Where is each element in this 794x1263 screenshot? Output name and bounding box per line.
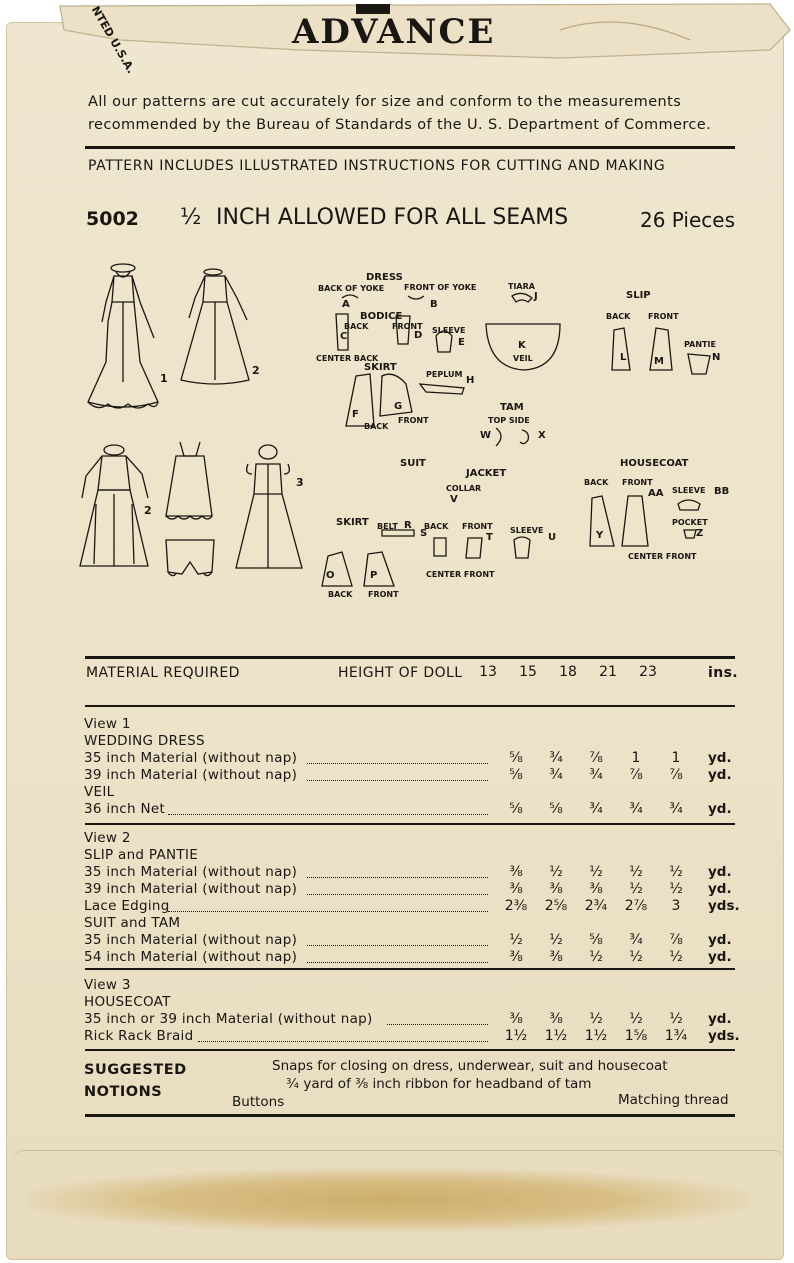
height-value: 21 (599, 664, 617, 680)
material-row-label: Lace Edging (84, 898, 170, 914)
yardage-unit: yd. (708, 932, 732, 948)
piece-letter: Z (696, 528, 704, 539)
yardage-unit: yd. (708, 750, 732, 766)
tam-top-side-label: TOP SIDE (488, 416, 530, 425)
printed-in-label: NTED U.S.A. (88, 4, 138, 76)
back-label: BACK (344, 322, 369, 331)
material-row-label: 35 inch Material (without nap) (84, 750, 298, 766)
material-row-label: 36 inch Net (84, 801, 166, 817)
material-row-values (496, 1028, 698, 1044)
slip-label: SLIP (626, 290, 651, 301)
divider (85, 656, 735, 659)
yardage-value: 1 (631, 750, 641, 766)
yardage-value: ¾ (549, 750, 563, 766)
leader-dots (307, 877, 488, 878)
instructions-banner: PATTERN INCLUDES ILLUSTRATED INSTRUCTIONS FOR CUTTING AND MAKING (88, 158, 666, 174)
center-back-label: CENTER BACK (316, 354, 379, 363)
pantie-piece-outline (686, 352, 712, 378)
yardage-unit: yd. (708, 881, 732, 897)
leader-dots (307, 894, 488, 895)
notion-buttons: Buttons (232, 1094, 285, 1110)
yardage-value: ½ (549, 864, 563, 880)
piece-letter: D (414, 330, 423, 341)
front-label: FRONT (462, 522, 493, 531)
yardage-value: ½ (589, 864, 603, 880)
yardage-value: ¾ (549, 767, 563, 783)
pantie-label: PANTIE (684, 340, 716, 349)
leader-dots (307, 763, 488, 764)
peplum-label: PEPLUM (426, 370, 463, 379)
material-row-values (496, 767, 698, 783)
back-of-yoke-label: BACK OF YOKE (318, 284, 385, 293)
tiara-label: TIARA (508, 282, 535, 291)
leader-dots (307, 780, 488, 781)
leader-dots (387, 1024, 488, 1025)
divider (85, 1114, 735, 1117)
yardage-value: ⅜ (589, 881, 603, 897)
yardage-unit: yd. (708, 949, 732, 965)
yardage-value: ½ (669, 864, 683, 880)
yardage-value: ¾ (589, 767, 603, 783)
piece-letter: B (430, 299, 438, 310)
material-row-values (496, 750, 698, 766)
yardage-value: ½ (629, 949, 643, 965)
front-label: FRONT (368, 590, 399, 599)
pattern-number: 5002 (86, 208, 139, 230)
yardage-value: 2⅜ (504, 898, 528, 914)
tam-label: TAM (500, 402, 524, 413)
material-row-values (496, 864, 698, 880)
yardage-value: 1 (671, 750, 681, 766)
piece-letter: J (534, 291, 538, 302)
dress-pieces-outline (330, 290, 470, 430)
yardage-value: ⅞ (669, 932, 683, 948)
yardage-value: ⅜ (509, 1011, 523, 1027)
yardage-value: ¾ (669, 801, 683, 817)
piece-letter: C (340, 331, 348, 342)
yardage-value: ⅜ (549, 949, 563, 965)
slip-pieces-outline (610, 326, 674, 374)
belt-label: BELT (377, 522, 398, 531)
yardage-value: 2¾ (584, 898, 608, 914)
view-label: 1 (160, 372, 168, 385)
back-label: BACK (364, 422, 389, 431)
yardage-value: ⅝ (509, 767, 523, 783)
yardage-value: ⅜ (509, 881, 523, 897)
garment-heading: HOUSECOAT (84, 994, 171, 1010)
view-1-wedding-dress-back-illustration (175, 268, 255, 386)
bodice-label: BODICE (360, 311, 403, 322)
skirt-label: SKIRT (364, 362, 397, 373)
notions-title-line-2: NOTIONS (84, 1084, 163, 1100)
material-row-label: 35 inch or 39 inch Material (without nap) (84, 1011, 373, 1027)
yardage-value: ⅝ (509, 750, 523, 766)
material-row-values (496, 1011, 698, 1027)
height-value: 15 (519, 664, 537, 680)
piece-letter: S (420, 528, 428, 539)
yardage-unit: yds. (708, 898, 740, 914)
piece-letter: W (480, 430, 492, 441)
leader-dots (168, 814, 488, 815)
center-front-label: CENTER FRONT (426, 570, 495, 579)
view-section-label: View 3 (84, 977, 131, 993)
yardage-value: ⅜ (509, 864, 523, 880)
yardage-value: ⅜ (549, 1011, 563, 1027)
yardage-value: 3 (671, 898, 681, 914)
yardage-value: ½ (509, 932, 523, 948)
yardage-value: ½ (629, 881, 643, 897)
yardage-value: ⅜ (509, 949, 523, 965)
material-row-label: 35 inch Material (without nap) (84, 932, 298, 948)
piece-letter: X (538, 430, 546, 441)
piece-letter: T (486, 532, 493, 543)
notions-title-line-1: SUGGESTED (84, 1062, 187, 1078)
piece-letter: M (654, 356, 664, 367)
view-section-label: View 2 (84, 830, 131, 846)
notion-thread: Matching thread (618, 1092, 729, 1108)
skirt-label: SKIRT (336, 517, 369, 528)
seam-fraction: ½ (180, 205, 202, 230)
yardage-value: ½ (669, 881, 683, 897)
yardage-value: ½ (549, 932, 563, 948)
garment-heading: SUIT and TAM (84, 915, 181, 931)
notion-ribbon: ¾ yard of ⅜ inch ribbon for headband of tam (286, 1076, 592, 1092)
piece-letter: AA (648, 488, 664, 499)
view-section-label: View 1 (84, 716, 131, 732)
yardage-unit: yd. (708, 767, 732, 783)
divider (85, 146, 735, 149)
sleeve-label: SLEEVE (510, 526, 544, 535)
doll-heights (468, 664, 678, 680)
front-label: FRONT (648, 312, 679, 321)
height-value: 23 (639, 664, 657, 680)
view-3-housecoat-illustration (230, 444, 306, 574)
view-label: 2 (144, 504, 152, 517)
piece-letter: BB (714, 486, 730, 497)
yardage-value: 1½ (504, 1028, 528, 1044)
garment-heading: WEDDING DRESS (84, 733, 205, 749)
view-2-pantie-illustration (162, 536, 218, 580)
yardage-value: 1½ (544, 1028, 568, 1044)
yardage-value: ½ (669, 949, 683, 965)
garment-heading: SLIP and PANTIE (84, 847, 199, 863)
back-label: BACK (606, 312, 631, 321)
material-row-values (496, 801, 698, 817)
material-row-label: 39 inch Material (without nap) (84, 767, 298, 783)
leader-dots (198, 1041, 489, 1042)
housecoat-pieces-outline (588, 492, 708, 550)
back-label: BACK (584, 478, 609, 487)
divider (85, 968, 735, 970)
material-row-values (496, 898, 698, 914)
view-2-slip-illustration (160, 440, 220, 522)
front-of-yoke-label: FRONT OF YOKE (404, 283, 477, 292)
piece-letter: V (450, 494, 458, 505)
yardage-value: 1½ (584, 1028, 608, 1044)
yardage-value: ⅝ (509, 801, 523, 817)
seam-allowance: INCH ALLOWED FOR ALL SEAMS (216, 205, 569, 230)
intro-line-2: recommended by the Bureau of Standards of the U. S. Department of Commerce. (88, 117, 712, 133)
intro-line-1: All our patterns are cut accurately for size and conform to the measurements (88, 94, 682, 110)
garment-heading: VEIL (84, 784, 115, 800)
material-required-title: MATERIAL REQUIRED (86, 665, 240, 681)
jacket-label: JACKET (466, 468, 507, 479)
dress-title: DRESS (366, 272, 403, 283)
piece-letter: F (352, 409, 359, 420)
yardage-value: ½ (629, 1011, 643, 1027)
front-label: FRONT (392, 322, 423, 331)
leader-dots (307, 962, 488, 963)
piece-letter: U (548, 532, 557, 543)
sleeve-label: SLEEVE (432, 326, 466, 335)
yardage-unit: yd. (708, 1011, 732, 1027)
yardage-unit: yd. (708, 801, 732, 817)
yardage-value: ½ (629, 864, 643, 880)
piece-letter: N (712, 352, 721, 363)
yardage-value: ⅞ (669, 767, 683, 783)
leader-dots (168, 911, 488, 912)
suit-label: SUIT (400, 458, 426, 469)
divider (85, 1049, 735, 1051)
yardage-value: ¾ (629, 932, 643, 948)
leader-dots (307, 945, 488, 946)
center-front-label: CENTER FRONT (628, 552, 697, 561)
yardage-value: ¾ (589, 801, 603, 817)
tam-pieces-outline (494, 426, 538, 450)
view-label: 2 (252, 364, 260, 377)
piece-letter: P (370, 570, 378, 581)
divider (85, 823, 735, 825)
piece-letter: R (404, 520, 412, 531)
yardage-unit: yd. (708, 864, 732, 880)
material-row-label: Rick Rack Braid (84, 1028, 194, 1044)
back-label: BACK (424, 522, 449, 531)
yardage-value: ⅝ (589, 932, 603, 948)
piece-letter: O (326, 570, 335, 581)
piece-letter: H (466, 375, 475, 386)
yardage-value: 2⅞ (624, 898, 648, 914)
yardage-value: 2⅝ (544, 898, 568, 914)
material-row-values (496, 932, 698, 948)
yardage-value: ⅞ (629, 767, 643, 783)
pocket-label: POCKET (672, 518, 708, 527)
yardage-value: ⅞ (589, 750, 603, 766)
yardage-value: ¾ (629, 801, 643, 817)
yardage-value: ½ (589, 949, 603, 965)
piece-letter: Y (596, 530, 604, 541)
back-label: BACK (328, 590, 353, 599)
collar-label: COLLAR (446, 484, 482, 493)
yardage-value: ⅝ (549, 801, 563, 817)
height-of-doll-label: HEIGHT OF DOLL (338, 665, 463, 681)
view-1-wedding-dress-front-illustration (78, 262, 168, 412)
material-row-label: 35 inch Material (without nap) (84, 864, 298, 880)
suit-pieces-outline (320, 530, 550, 590)
material-row-values (496, 881, 698, 897)
veil-label: VEIL (513, 354, 533, 363)
piece-letter: E (458, 337, 465, 348)
material-row-label: 39 inch Material (without nap) (84, 881, 298, 897)
glue-stain (28, 1168, 748, 1232)
material-row-label: 54 inch Material (without nap) (84, 949, 298, 965)
yardage-value: ½ (589, 1011, 603, 1027)
material-row-values (496, 949, 698, 965)
unit-label: ins. (708, 665, 739, 681)
view-label: 3 (296, 476, 304, 489)
yardage-value: 1⅝ (624, 1028, 648, 1044)
front-label: FRONT (398, 416, 429, 425)
piece-letter: A (342, 299, 350, 310)
housecoat-label: HOUSECOAT (620, 458, 689, 469)
yardage-value: 1¾ (664, 1028, 688, 1044)
notion-snaps: Snaps for closing on dress, underwear, suit and housecoat (272, 1058, 668, 1074)
height-value: 18 (559, 664, 577, 680)
piece-letter: L (620, 352, 627, 363)
front-label: FRONT (622, 478, 653, 487)
piece-letter: G (394, 401, 403, 412)
piece-letter: K (518, 340, 526, 351)
divider (85, 705, 735, 707)
yardage-value: ⅜ (549, 881, 563, 897)
yardage-value: ½ (669, 1011, 683, 1027)
sleeve-label: SLEEVE (672, 486, 706, 495)
height-value: 13 (479, 664, 497, 680)
brand-logo: ADVANCE (292, 12, 496, 52)
yardage-unit: yds. (708, 1028, 740, 1044)
pieces-count: 26 Pieces (640, 208, 736, 232)
